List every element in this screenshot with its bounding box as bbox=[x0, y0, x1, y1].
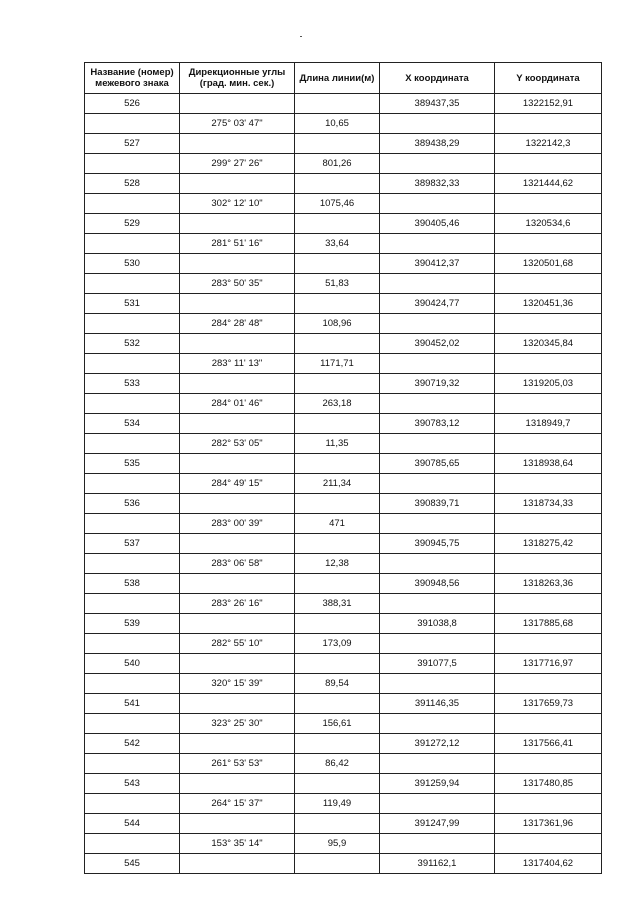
line-length: 1171,71 bbox=[295, 354, 380, 374]
empty-cell bbox=[85, 474, 180, 494]
point-row bbox=[85, 494, 602, 514]
empty-cell bbox=[380, 194, 495, 214]
line-length: 51,83 bbox=[295, 274, 380, 294]
point-name: 543 bbox=[85, 774, 180, 794]
empty-cell bbox=[180, 214, 295, 234]
segment-row bbox=[85, 434, 602, 454]
point-name: 535 bbox=[85, 454, 180, 474]
empty-cell bbox=[85, 794, 180, 814]
empty-cell bbox=[380, 394, 495, 414]
empty-cell bbox=[295, 774, 380, 794]
empty-cell bbox=[380, 154, 495, 174]
direction-angle: 302° 12' 10" bbox=[180, 194, 295, 214]
segment-row bbox=[85, 234, 602, 254]
y-coordinate: 1317566,41 bbox=[495, 734, 602, 754]
point-row bbox=[85, 174, 602, 194]
y-coordinate: 1320345,84 bbox=[495, 334, 602, 354]
empty-cell bbox=[380, 634, 495, 654]
point-name: 541 bbox=[85, 694, 180, 714]
empty-cell bbox=[180, 734, 295, 754]
empty-cell bbox=[380, 354, 495, 374]
scan-speck bbox=[300, 36, 302, 37]
segment-row bbox=[85, 114, 602, 134]
table-body bbox=[85, 94, 602, 874]
point-row bbox=[85, 214, 602, 234]
y-coordinate: 1321444,62 bbox=[495, 174, 602, 194]
line-length: 33,64 bbox=[295, 234, 380, 254]
x-coordinate: 390452,02 bbox=[380, 334, 495, 354]
direction-angle: 283° 50' 35" bbox=[180, 274, 295, 294]
empty-cell bbox=[295, 294, 380, 314]
point-name: 531 bbox=[85, 294, 180, 314]
empty-cell bbox=[295, 334, 380, 354]
x-coordinate: 391247,99 bbox=[380, 814, 495, 834]
segment-row bbox=[85, 714, 602, 734]
empty-cell bbox=[180, 614, 295, 634]
empty-cell bbox=[85, 714, 180, 734]
empty-cell bbox=[295, 214, 380, 234]
point-row bbox=[85, 454, 602, 474]
empty-cell bbox=[495, 434, 602, 454]
point-row bbox=[85, 134, 602, 154]
line-length: 95,9 bbox=[295, 834, 380, 854]
point-row bbox=[85, 334, 602, 354]
line-length: 1075,46 bbox=[295, 194, 380, 214]
point-row bbox=[85, 814, 602, 834]
direction-angle: 282° 53' 05" bbox=[180, 434, 295, 454]
empty-cell bbox=[85, 754, 180, 774]
direction-angle: 284° 49' 15" bbox=[180, 474, 295, 494]
empty-cell bbox=[180, 174, 295, 194]
empty-cell bbox=[85, 354, 180, 374]
y-coordinate: 1322152,91 bbox=[495, 94, 602, 114]
x-coordinate: 391162,1 bbox=[380, 854, 495, 874]
x-coordinate: 390785,65 bbox=[380, 454, 495, 474]
y-coordinate: 1322142,3 bbox=[495, 134, 602, 154]
point-row bbox=[85, 534, 602, 554]
empty-cell bbox=[180, 854, 295, 874]
y-coordinate: 1317404,62 bbox=[495, 854, 602, 874]
empty-cell bbox=[295, 574, 380, 594]
empty-cell bbox=[85, 634, 180, 654]
empty-cell bbox=[295, 654, 380, 674]
header-name: Название (номер) межевого знака bbox=[85, 63, 180, 94]
empty-cell bbox=[495, 794, 602, 814]
empty-cell bbox=[85, 594, 180, 614]
line-length: 156,61 bbox=[295, 714, 380, 734]
x-coordinate: 391038,8 bbox=[380, 614, 495, 634]
point-name: 529 bbox=[85, 214, 180, 234]
empty-cell bbox=[380, 554, 495, 574]
empty-cell bbox=[180, 494, 295, 514]
empty-cell bbox=[180, 254, 295, 274]
empty-cell bbox=[495, 354, 602, 374]
point-row bbox=[85, 414, 602, 434]
empty-cell bbox=[495, 674, 602, 694]
y-coordinate: 1318263,36 bbox=[495, 574, 602, 594]
line-length: 89,54 bbox=[295, 674, 380, 694]
empty-cell bbox=[295, 694, 380, 714]
direction-angle: 264° 15' 37" bbox=[180, 794, 295, 814]
empty-cell bbox=[495, 314, 602, 334]
empty-cell bbox=[380, 594, 495, 614]
y-coordinate: 1318949,7 bbox=[495, 414, 602, 434]
empty-cell bbox=[495, 274, 602, 294]
empty-cell bbox=[380, 274, 495, 294]
point-name: 538 bbox=[85, 574, 180, 594]
empty-cell bbox=[295, 534, 380, 554]
header-angle: Дирекционные углы (град. мин. сек.) bbox=[180, 63, 295, 94]
empty-cell bbox=[380, 314, 495, 334]
empty-cell bbox=[295, 174, 380, 194]
x-coordinate: 391077,5 bbox=[380, 654, 495, 674]
line-length: 263,18 bbox=[295, 394, 380, 414]
empty-cell bbox=[295, 494, 380, 514]
line-length: 211,34 bbox=[295, 474, 380, 494]
y-coordinate: 1317480,85 bbox=[495, 774, 602, 794]
direction-angle: 323° 25' 30" bbox=[180, 714, 295, 734]
empty-cell bbox=[495, 514, 602, 534]
header-row bbox=[85, 63, 602, 94]
point-row bbox=[85, 854, 602, 874]
empty-cell bbox=[85, 274, 180, 294]
empty-cell bbox=[85, 234, 180, 254]
direction-angle: 282° 55' 10" bbox=[180, 634, 295, 654]
empty-cell bbox=[495, 834, 602, 854]
empty-cell bbox=[495, 634, 602, 654]
empty-cell bbox=[180, 574, 295, 594]
segment-row bbox=[85, 794, 602, 814]
y-coordinate: 1318734,33 bbox=[495, 494, 602, 514]
direction-angle: 281° 51' 16" bbox=[180, 234, 295, 254]
direction-angle: 284° 28' 48" bbox=[180, 314, 295, 334]
empty-cell bbox=[180, 294, 295, 314]
empty-cell bbox=[180, 454, 295, 474]
y-coordinate: 1317716,97 bbox=[495, 654, 602, 674]
line-length: 388,31 bbox=[295, 594, 380, 614]
point-name: 528 bbox=[85, 174, 180, 194]
empty-cell bbox=[85, 674, 180, 694]
direction-angle: 283° 00' 39" bbox=[180, 514, 295, 534]
empty-cell bbox=[180, 414, 295, 434]
point-name: 527 bbox=[85, 134, 180, 154]
empty-cell bbox=[495, 554, 602, 574]
line-length: 173,09 bbox=[295, 634, 380, 654]
point-row bbox=[85, 614, 602, 634]
empty-cell bbox=[295, 374, 380, 394]
empty-cell bbox=[85, 314, 180, 334]
y-coordinate: 1320534,6 bbox=[495, 214, 602, 234]
y-coordinate: 1320501,68 bbox=[495, 254, 602, 274]
point-name: 534 bbox=[85, 414, 180, 434]
x-coordinate: 389832,33 bbox=[380, 174, 495, 194]
direction-angle: 261° 53' 53" bbox=[180, 754, 295, 774]
x-coordinate: 389438,29 bbox=[380, 134, 495, 154]
point-row bbox=[85, 574, 602, 594]
point-name: 533 bbox=[85, 374, 180, 394]
empty-cell bbox=[85, 114, 180, 134]
point-name: 545 bbox=[85, 854, 180, 874]
empty-cell bbox=[295, 614, 380, 634]
segment-row bbox=[85, 274, 602, 294]
y-coordinate: 1318938,64 bbox=[495, 454, 602, 474]
empty-cell bbox=[380, 114, 495, 134]
empty-cell bbox=[180, 654, 295, 674]
point-name: 537 bbox=[85, 534, 180, 554]
empty-cell bbox=[85, 154, 180, 174]
point-row bbox=[85, 374, 602, 394]
point-row bbox=[85, 654, 602, 674]
point-row bbox=[85, 254, 602, 274]
empty-cell bbox=[180, 774, 295, 794]
direction-angle: 283° 11' 13" bbox=[180, 354, 295, 374]
empty-cell bbox=[495, 234, 602, 254]
point-name: 542 bbox=[85, 734, 180, 754]
empty-cell bbox=[495, 114, 602, 134]
header-y: Y координата bbox=[495, 63, 602, 94]
empty-cell bbox=[85, 434, 180, 454]
point-row bbox=[85, 694, 602, 714]
empty-cell bbox=[380, 754, 495, 774]
empty-cell bbox=[180, 814, 295, 834]
point-name: 544 bbox=[85, 814, 180, 834]
empty-cell bbox=[295, 454, 380, 474]
segment-row bbox=[85, 474, 602, 494]
empty-cell bbox=[495, 754, 602, 774]
point-name: 530 bbox=[85, 254, 180, 274]
x-coordinate: 390945,75 bbox=[380, 534, 495, 554]
point-name: 539 bbox=[85, 614, 180, 634]
empty-cell bbox=[295, 734, 380, 754]
x-coordinate: 391259,94 bbox=[380, 774, 495, 794]
x-coordinate: 390948,56 bbox=[380, 574, 495, 594]
x-coordinate: 391146,35 bbox=[380, 694, 495, 714]
empty-cell bbox=[180, 134, 295, 154]
empty-cell bbox=[180, 534, 295, 554]
point-name: 536 bbox=[85, 494, 180, 514]
point-row bbox=[85, 734, 602, 754]
empty-cell bbox=[380, 234, 495, 254]
empty-cell bbox=[180, 694, 295, 714]
x-coordinate: 390424,77 bbox=[380, 294, 495, 314]
empty-cell bbox=[380, 674, 495, 694]
empty-cell bbox=[295, 854, 380, 874]
empty-cell bbox=[495, 194, 602, 214]
segment-row bbox=[85, 834, 602, 854]
x-coordinate: 390405,46 bbox=[380, 214, 495, 234]
x-coordinate: 390839,71 bbox=[380, 494, 495, 514]
empty-cell bbox=[495, 154, 602, 174]
direction-angle: 284° 01' 46" bbox=[180, 394, 295, 414]
point-row bbox=[85, 774, 602, 794]
direction-angle: 153° 35' 14" bbox=[180, 834, 295, 854]
empty-cell bbox=[380, 474, 495, 494]
x-coordinate: 389437,35 bbox=[380, 94, 495, 114]
point-name: 526 bbox=[85, 94, 180, 114]
x-coordinate: 390783,12 bbox=[380, 414, 495, 434]
y-coordinate: 1317361,96 bbox=[495, 814, 602, 834]
empty-cell bbox=[295, 414, 380, 434]
direction-angle: 283° 06' 58" bbox=[180, 554, 295, 574]
empty-cell bbox=[380, 434, 495, 454]
direction-angle: 283° 26' 16" bbox=[180, 594, 295, 614]
header-x: X координата bbox=[380, 63, 495, 94]
segment-row bbox=[85, 154, 602, 174]
x-coordinate: 391272,12 bbox=[380, 734, 495, 754]
empty-cell bbox=[85, 514, 180, 534]
empty-cell bbox=[180, 374, 295, 394]
empty-cell bbox=[295, 814, 380, 834]
direction-angle: 299° 27' 26" bbox=[180, 154, 295, 174]
empty-cell bbox=[295, 94, 380, 114]
y-coordinate: 1320451,36 bbox=[495, 294, 602, 314]
line-length: 10,65 bbox=[295, 114, 380, 134]
line-length: 12,38 bbox=[295, 554, 380, 574]
point-name: 532 bbox=[85, 334, 180, 354]
segment-row bbox=[85, 394, 602, 414]
empty-cell bbox=[180, 334, 295, 354]
point-row bbox=[85, 294, 602, 314]
boundary-coordinates-table bbox=[84, 62, 602, 874]
empty-cell bbox=[295, 254, 380, 274]
empty-cell bbox=[380, 794, 495, 814]
segment-row bbox=[85, 754, 602, 774]
y-coordinate: 1319205,03 bbox=[495, 374, 602, 394]
y-coordinate: 1317659,73 bbox=[495, 694, 602, 714]
x-coordinate: 390412,37 bbox=[380, 254, 495, 274]
empty-cell bbox=[380, 714, 495, 734]
line-length: 108,96 bbox=[295, 314, 380, 334]
segment-row bbox=[85, 554, 602, 574]
point-row bbox=[85, 94, 602, 114]
line-length: 119,49 bbox=[295, 794, 380, 814]
segment-row bbox=[85, 634, 602, 654]
direction-angle: 320° 15' 39" bbox=[180, 674, 295, 694]
y-coordinate: 1317885,68 bbox=[495, 614, 602, 634]
x-coordinate: 390719,32 bbox=[380, 374, 495, 394]
direction-angle: 275° 03' 47" bbox=[180, 114, 295, 134]
segment-row bbox=[85, 514, 602, 534]
line-length: 11,35 bbox=[295, 434, 380, 454]
segment-row bbox=[85, 354, 602, 374]
empty-cell bbox=[495, 474, 602, 494]
empty-cell bbox=[380, 514, 495, 534]
y-coordinate: 1318275,42 bbox=[495, 534, 602, 554]
empty-cell bbox=[85, 194, 180, 214]
segment-row bbox=[85, 594, 602, 614]
empty-cell bbox=[85, 394, 180, 414]
empty-cell bbox=[495, 394, 602, 414]
empty-cell bbox=[295, 134, 380, 154]
empty-cell bbox=[85, 554, 180, 574]
segment-row bbox=[85, 674, 602, 694]
empty-cell bbox=[380, 834, 495, 854]
line-length: 86,42 bbox=[295, 754, 380, 774]
line-length: 471 bbox=[295, 514, 380, 534]
empty-cell bbox=[495, 594, 602, 614]
header-length: Длина линии(м) bbox=[295, 63, 380, 94]
empty-cell bbox=[180, 94, 295, 114]
segment-row bbox=[85, 194, 602, 214]
empty-cell bbox=[495, 714, 602, 734]
line-length: 801,26 bbox=[295, 154, 380, 174]
empty-cell bbox=[85, 834, 180, 854]
segment-row bbox=[85, 314, 602, 334]
point-name: 540 bbox=[85, 654, 180, 674]
